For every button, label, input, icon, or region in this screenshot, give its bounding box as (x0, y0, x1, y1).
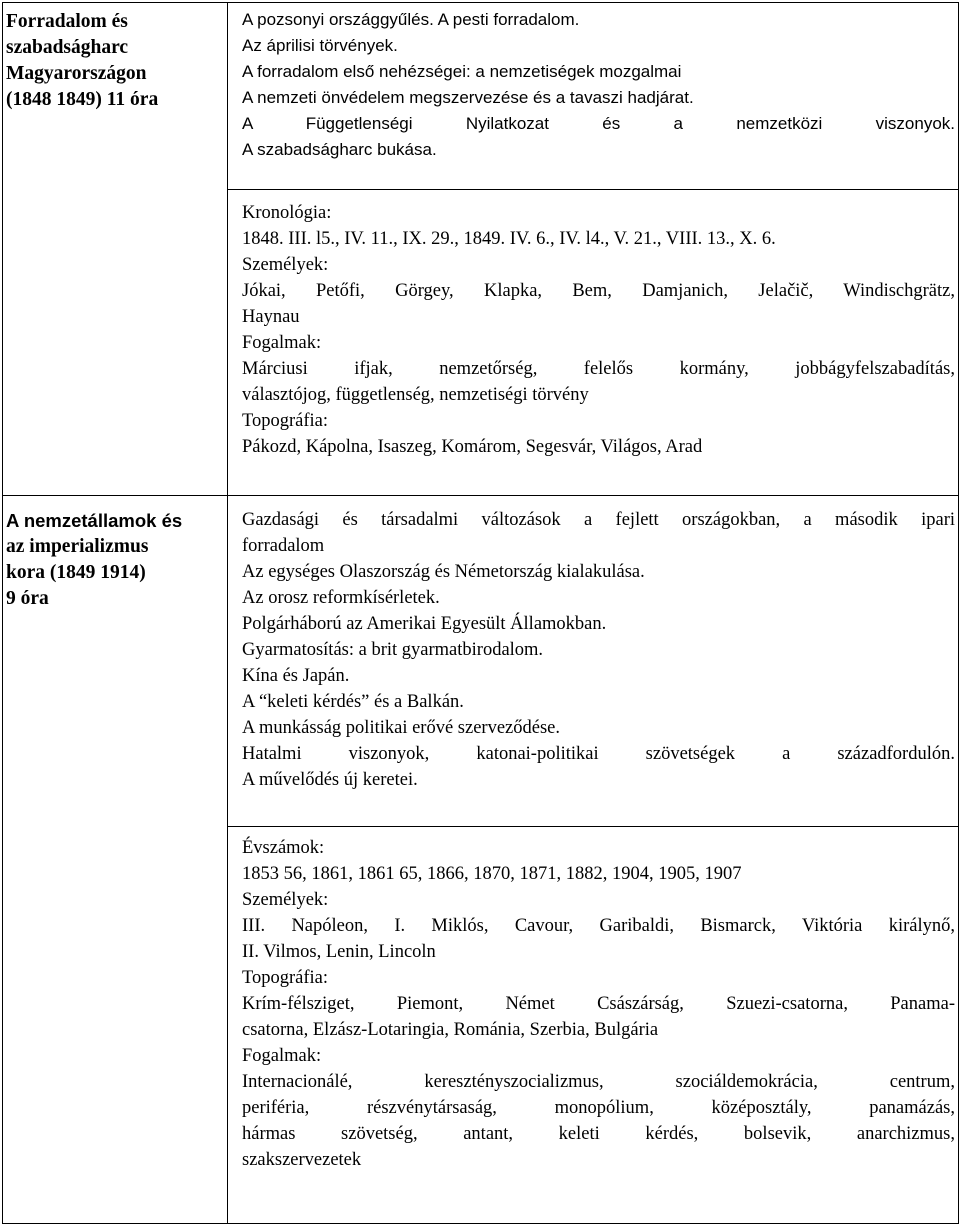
topic-item: forradalom (242, 536, 325, 556)
topic-item: A nemzeti önvédelem megszervezése és a tavaszi hadjárat. (242, 88, 694, 107)
unit-title-line: (1848 1849) 11 óra (6, 89, 159, 110)
table-row (3, 3, 959, 190)
topic-item: Hatalmi viszonyok, katonai-politikai szövetségek a századfordulón. (242, 744, 955, 764)
section-text: csatorna, Elzász-Lotaringia, Románia, Szerbia, Bulgária (242, 1020, 659, 1040)
section-label: Személyek: (242, 890, 329, 910)
unit-title-line: szabadságharc (6, 37, 129, 58)
topic-item: A Függetlenségi Nyilatkozat és a nemzetközi viszonyok. (242, 114, 955, 133)
topic-item: A pozsonyi országgyűlés. A pesti forradalom. (242, 10, 580, 29)
topic-list (228, 3, 958, 163)
topic-item: Az egységes Olaszország és Németország kialakulása. (242, 562, 645, 582)
section-text: Márciusi ifjak, nemzetőrség, felelős kormány, jobbágyfelszabadítás, (242, 359, 955, 379)
section-text: periféria, részvénytársaság, monopólium, középosztály, panamázás, (242, 1098, 955, 1118)
section-label: Fogalmak: (242, 333, 322, 353)
topics-cell (228, 3, 959, 190)
unit-title (3, 496, 227, 612)
section-text: III. Napóleon, I. Miklós, Cavour, Garibaldi, Bismarck, Viktória királynő, (242, 916, 955, 936)
requirements-list (228, 827, 958, 1173)
topic-item: A forradalom első nehézségei: a nemzetiségek mozgalmai (242, 62, 682, 81)
requirements-cell (228, 827, 959, 1224)
topic-item: Az áprilisi törvények. (242, 36, 398, 55)
topic-item: A “keleti kérdés” és a Balkán. (242, 692, 464, 712)
topic-item: Az orosz reformkísérletek. (242, 588, 440, 608)
section-text: hármas szövetség, antant, keleti kérdés, bolsevik, anarchizmus, (242, 1124, 955, 1144)
section-label: Személyek: (242, 255, 329, 275)
section-text: Jókai, Petőfi, Görgey, Klapka, Bem, Damjanich, Jelačič, Windischgrätz, (242, 281, 955, 301)
topic-list (228, 496, 958, 793)
unit-title-line: Magyarországon (6, 63, 147, 84)
section-text: 1848. III. l5., IV. 11., IX. 29., 1849. IV. 6., IV. l4., V. 21., VIII. 13., X. 6. (242, 229, 776, 249)
requirements-cell (228, 190, 959, 496)
unit-title-line: 9 óra (6, 588, 49, 609)
topic-item: A szabadságharc bukása. (242, 140, 437, 159)
section-text: Haynau (242, 307, 300, 327)
section-text: 1853 56, 1861, 1861 65, 1866, 1870, 1871, 1882, 1904, 1905, 1907 (242, 864, 742, 884)
topic-item: A művelődés új keretei. (242, 770, 418, 790)
section-label: Kronológia: (242, 203, 332, 223)
unit-title-line: az imperializmus (6, 536, 149, 557)
section-label: Topográfia: (242, 411, 329, 431)
unit-title-line: Forradalom és (6, 11, 128, 32)
section-text: Krím-félsziget, Piemont, Német Császárság, Szuezi-csatorna, Panama- (242, 994, 955, 1014)
section-text: Pákozd, Kápolna, Isaszeg, Komárom, Segesvár, Világos, Arad (242, 437, 703, 457)
unit-title (3, 3, 227, 113)
curriculum-table (2, 2, 959, 1224)
unit-title-line: kora (1849 1914) (6, 562, 146, 583)
topic-item: Gazdasági és társadalmi változások a fejlett országokban, a második ipari (242, 510, 955, 530)
table-row (3, 496, 959, 827)
section-label: Évszámok: (242, 838, 325, 858)
requirements-list (228, 190, 958, 460)
curriculum-page (2, 2, 958, 1223)
unit-title-cell (3, 496, 228, 1224)
section-text: Internacionálé, keresztényszocializmus, szociáldemokrácia, centrum, (242, 1072, 955, 1092)
topic-item: Polgárháború az Amerikai Egyesült Államokban. (242, 614, 607, 634)
section-text: választójog, függetlenség, nemzetiségi törvény (242, 385, 589, 405)
unit-title-line: A nemzetállamok és (6, 510, 183, 531)
topic-item: Kína és Japán. (242, 666, 350, 686)
section-label: Topográfia: (242, 968, 329, 988)
section-text: II. Vilmos, Lenin, Lincoln (242, 942, 436, 962)
section-label: Fogalmak: (242, 1046, 322, 1066)
topics-cell (228, 496, 959, 827)
topic-item: Gyarmatosítás: a brit gyarmatbirodalom. (242, 640, 544, 660)
section-text: szakszervezetek (242, 1150, 362, 1170)
unit-title-cell (3, 3, 228, 496)
topic-item: A munkásság politikai erővé szerveződése. (242, 718, 560, 738)
